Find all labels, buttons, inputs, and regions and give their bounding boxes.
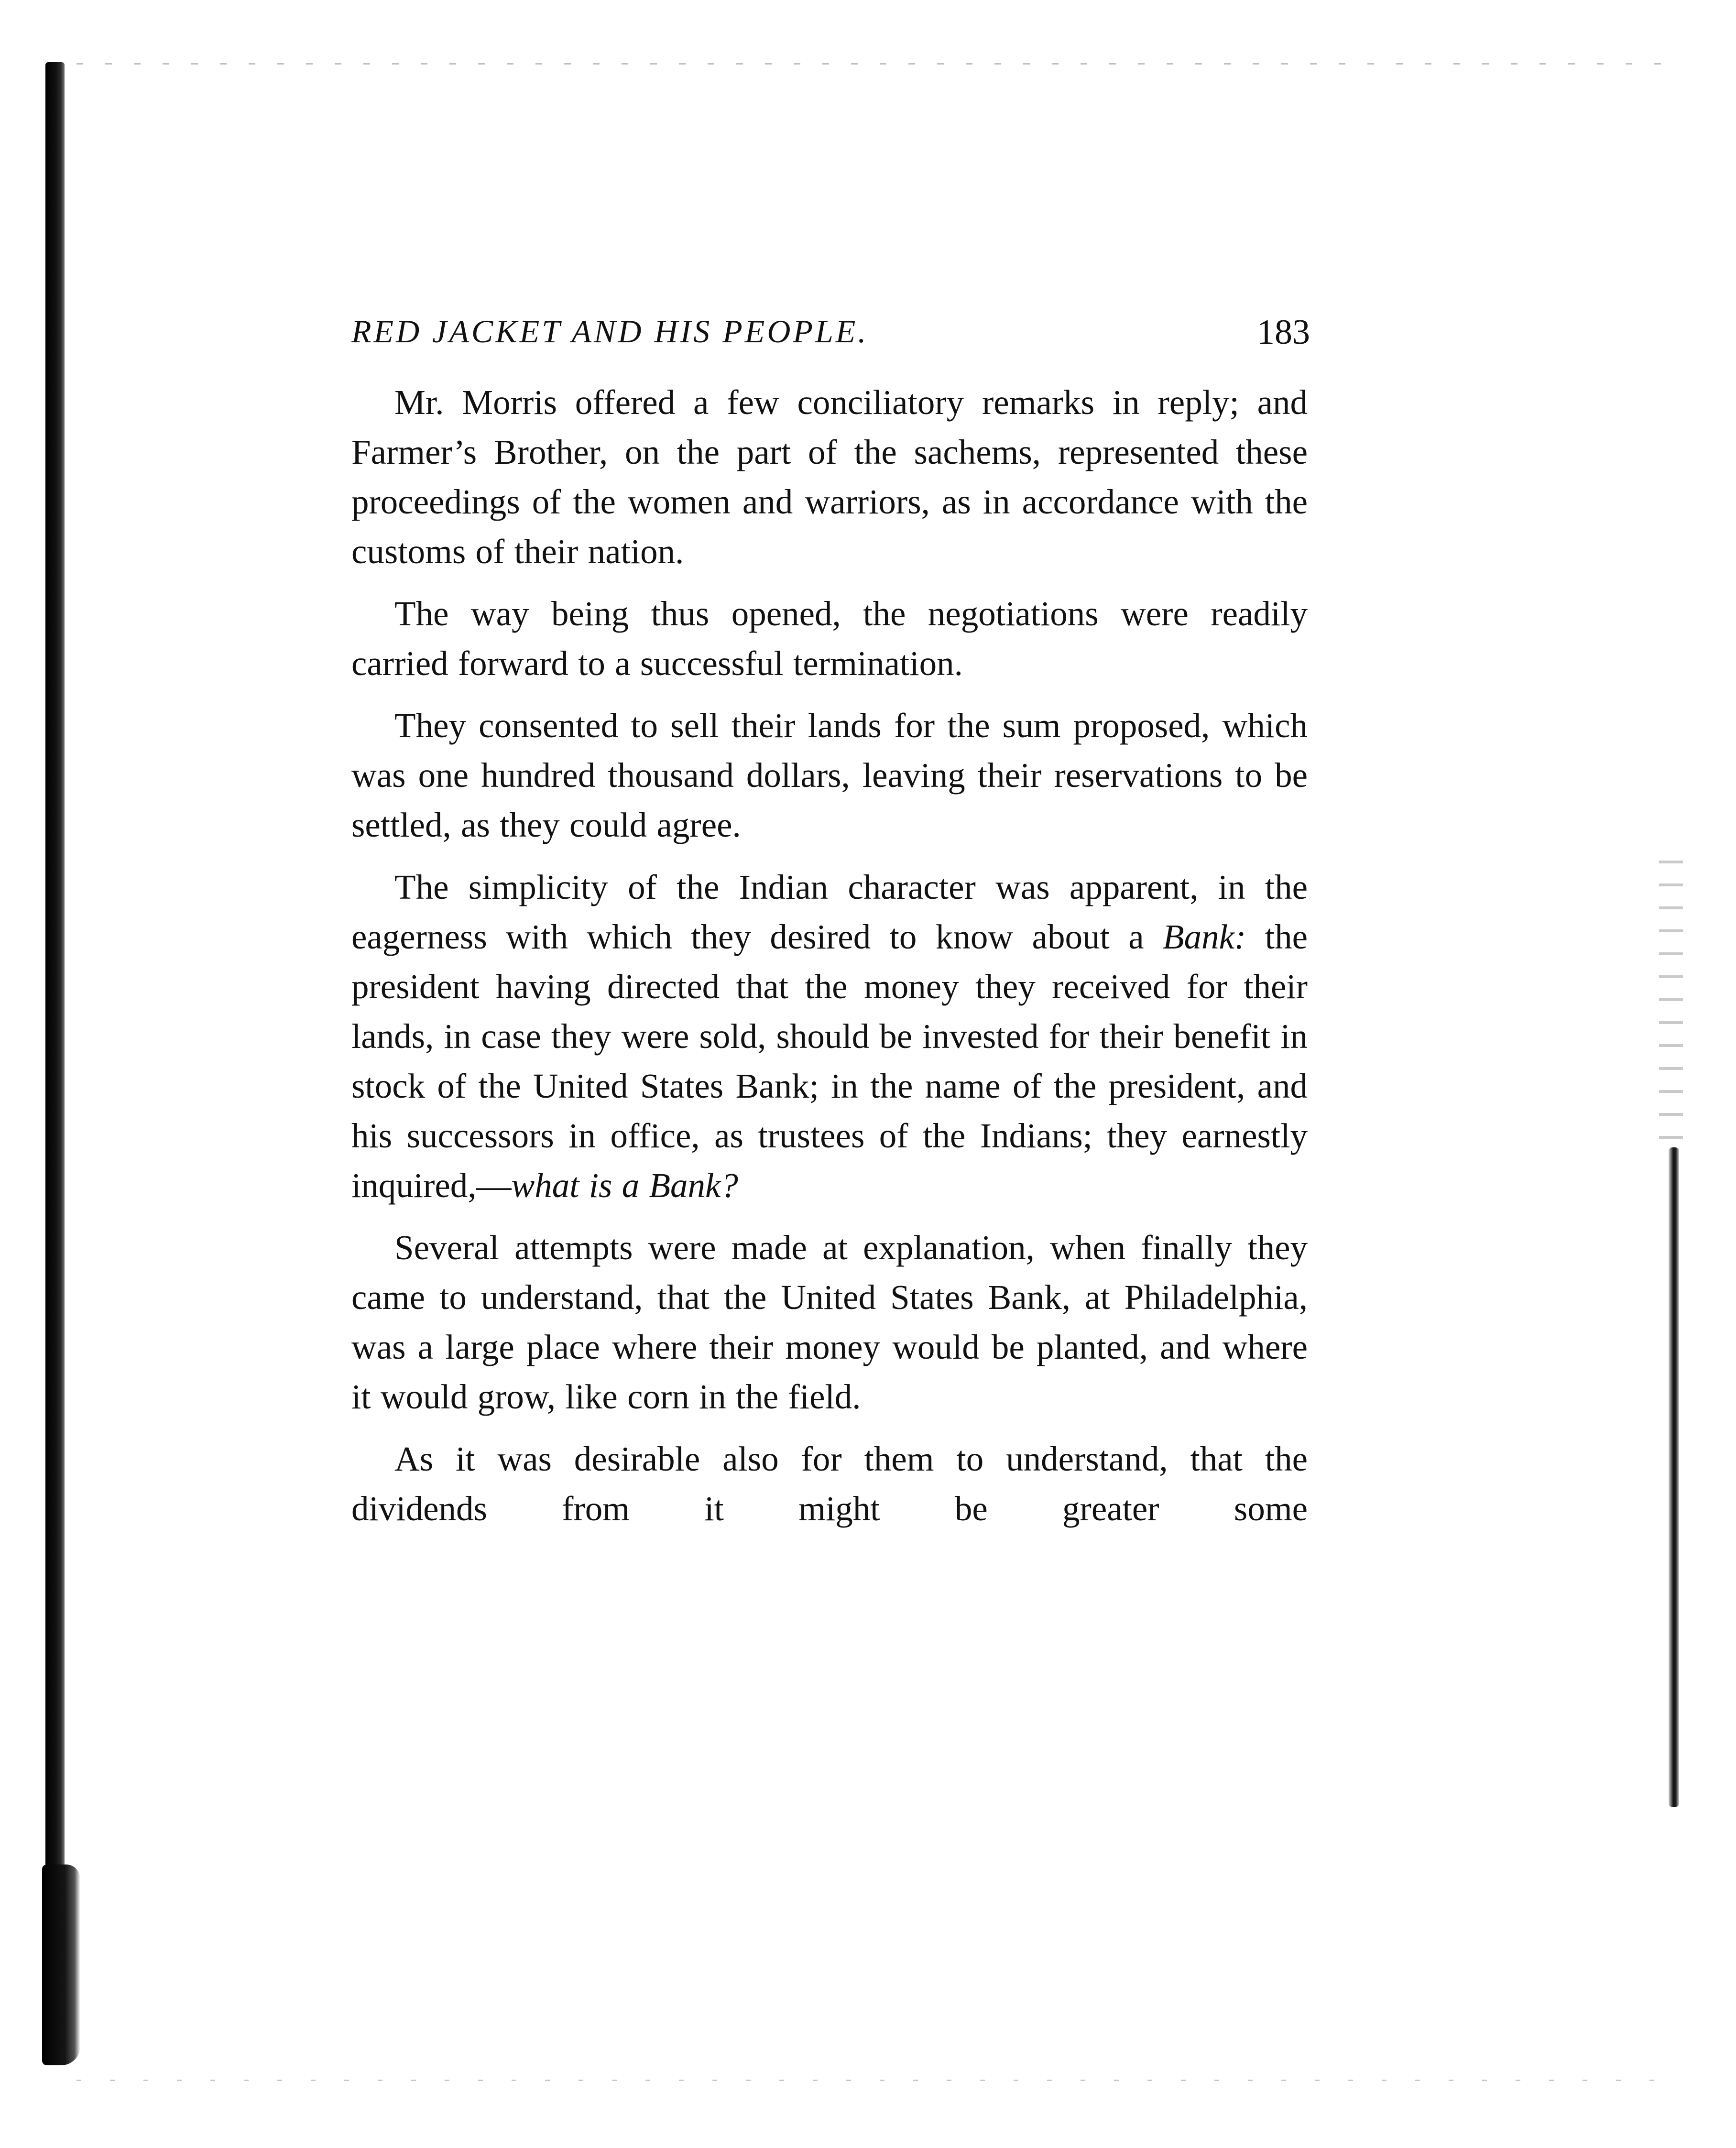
paragraph-4-emphasis-question: what is a Bank?	[511, 1166, 738, 1205]
paragraph-5: Several attempts were made at explanation, when finally they came to understand, that the United States Bank, at Philadelphia, was a large place where their money would be planted, and where it would grow, like corn in the field.	[351, 1228, 1308, 1416]
page-number: 183	[1257, 313, 1310, 352]
paragraph-4	[351, 862, 1308, 1210]
paragraph-6: As it was desirable also for them to understand, that the dividends from it might be greater some	[351, 1439, 1308, 1528]
paragraph-4-emphasis-bank: Bank:	[1163, 917, 1246, 956]
scan-top-edge	[76, 63, 1664, 65]
scan-right-specks	[1659, 861, 1683, 1147]
paragraph-1: Mr. Morris offered a few conciliatory remarks in reply; and Farmer’s Brother, on the part of the sachems, represented these proceedings of the women and warriors, as in accordance with the customs of their nation.	[351, 383, 1308, 571]
scan-bottom-edge	[76, 2080, 1664, 2081]
running-title: RED JACKET AND HIS PEOPLE.	[351, 313, 869, 349]
paragraph-2: The way being thus opened, the negotiations were readily carried forward to a successful termination.	[351, 594, 1308, 683]
paragraph-4-part-2: the president having directed that the money they received for their lands, in case they were sold, should be invested for their benefit in stock of the United States Bank; in the name of the president, and his successors in office, as trustees of the Indians; they earnestly inquired,—	[351, 917, 1308, 1205]
body-text	[351, 378, 1308, 1546]
scan-right-edge-shadow	[1669, 1147, 1679, 1807]
scan-binding-shadow	[45, 62, 65, 2056]
paragraph-3: They consented to sell their lands for the sum proposed, which was one hundred thousand dollars, leaving their reservations to be settled, as they could agree.	[351, 706, 1308, 844]
scan-binding-shadow-bottom	[42, 1865, 80, 2065]
paragraph-4-part-1: The simplicity of the Indian character was apparent, in the eagerness with which they desired to know about a	[351, 868, 1308, 956]
